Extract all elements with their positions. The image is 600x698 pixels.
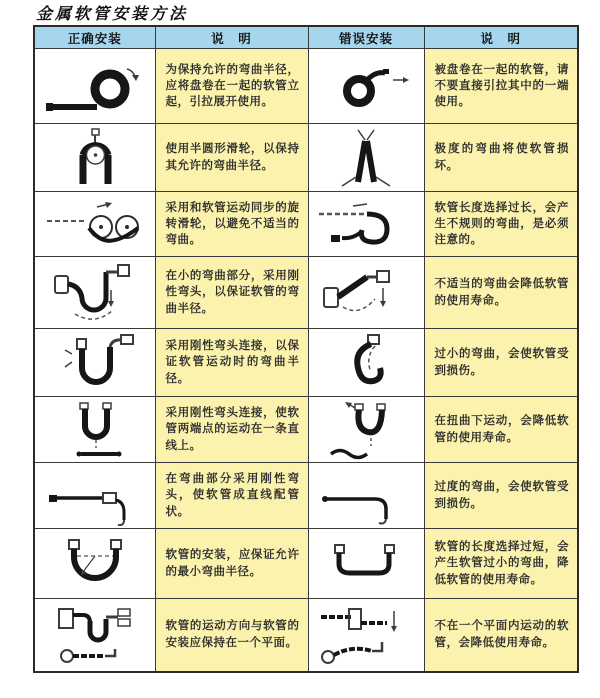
correct-note: 在小的弯曲部分，采用刚性弯头，以保证软管的弯曲半径。: [155, 257, 308, 329]
header-wrong-note: 说 明: [424, 26, 578, 49]
hose-over-pulley-icon: [39, 127, 151, 189]
wrong-illustration-cell: [308, 329, 424, 397]
correct-illustration-cell: [34, 599, 155, 672]
overbent-end-icon: [313, 466, 419, 526]
wrong-note: 在扭曲下运动，会降低软管的使用寿命。: [424, 397, 578, 463]
straight-run-elbow-icon: [39, 466, 151, 526]
wrong-note: 软管长度选择过长，会产生不规则的弯曲，是必须注意的。: [424, 192, 578, 257]
wrong-note: 极度的弯曲将使软管损坏。: [424, 124, 578, 192]
table-row: [34, 599, 578, 672]
wrong-illustration-cell: [308, 257, 424, 329]
correct-illustration-cell: [34, 257, 155, 329]
rotating-pulleys-icon: [39, 194, 151, 254]
wrong-note: 过度的弯曲，会使软管受到损伤。: [424, 463, 578, 529]
correct-note: 采用和软管运动同步的旋转滑轮，以避免不适当的弯曲。: [155, 192, 308, 257]
header-correct-install: 正确安装: [34, 26, 155, 49]
wrong-illustration-cell: [308, 599, 424, 672]
u-loop-rigid-elbows-icon: [39, 332, 151, 394]
correct-illustration-cell: [34, 463, 155, 529]
table-row: [34, 397, 578, 463]
improper-bend-icon: [313, 260, 419, 326]
table-row: [34, 124, 578, 192]
hook-small-bend-icon: [313, 332, 419, 394]
min-bend-radius-icon: [39, 532, 151, 596]
correct-illustration-cell: [34, 397, 155, 463]
out-of-plane-motion-icon: [313, 601, 419, 669]
coil-end-pulled-icon: [313, 54, 419, 118]
irregular-loop-icon: [313, 194, 419, 254]
correct-illustration-cell: [34, 529, 155, 599]
single-plane-motion-icon: [39, 601, 151, 669]
wrong-illustration-cell: [308, 529, 424, 599]
wrong-note: 不在一个平面内运动的软管，会降低使用寿命。: [424, 599, 578, 672]
correct-illustration-cell: [34, 124, 155, 192]
correct-note: 采用刚性弯头连接，以保证软管运动时的弯曲半径。: [155, 329, 308, 397]
table-row: [34, 49, 578, 124]
page-title: 金属软管安装方法: [36, 4, 189, 23]
table-row: [34, 329, 578, 397]
correct-illustration-cell: [34, 329, 155, 397]
coiled-hose-unrolled-icon: [39, 54, 151, 118]
correct-note: 软管的安装，应保证允许的最小弯曲半径。: [155, 529, 308, 599]
wrong-illustration-cell: [308, 124, 424, 192]
wrong-note: 过小的弯曲，会使软管受到损伤。: [424, 329, 578, 397]
wrong-illustration-cell: [308, 463, 424, 529]
wrong-illustration-cell: [308, 192, 424, 257]
too-short-flat-u-icon: [313, 532, 419, 596]
correct-note: 在弯曲部分采用刚性弯头，使软管成直线配管状。: [155, 463, 308, 529]
correct-note: 为保持允许的弯曲半径，应将盘卷在一起的软管立起，引拉展开使用。: [155, 49, 308, 124]
header-wrong-install: 错误安装: [308, 26, 424, 49]
table-row: [34, 463, 578, 529]
wrong-illustration-cell: [308, 397, 424, 463]
correct-note: 软管的运动方向与软管的安装应保持在一个平面。: [155, 599, 308, 672]
table-row: [34, 529, 578, 599]
table-row: [34, 257, 578, 329]
correct-illustration-cell: [34, 192, 155, 257]
table-row: [34, 192, 578, 257]
correct-note: 采用刚性弯头连接，使软管两端点的运动在一条直线上。: [155, 397, 308, 463]
wrong-note: 被盘卷在一起的软管，请不要直接引拉其中的一端使用。: [424, 49, 578, 124]
correct-illustration-cell: [34, 49, 155, 124]
wrong-note: 软管的长度选择过短，会产生软管过小的弯曲，降低软管的使用寿命。: [424, 529, 578, 599]
correct-note: 使用半圆形滑轮，以保持其允许的弯曲半径。: [155, 124, 308, 192]
rigid-elbow-small-bend-icon: [39, 260, 151, 326]
installation-table: [33, 25, 577, 673]
header-correct-note: 说 明: [155, 26, 308, 49]
wrong-illustration-cell: [308, 49, 424, 124]
wrong-note: 不适当的弯曲会降低软管的使用寿命。: [424, 257, 578, 329]
u-loop-twisted-icon: [313, 400, 419, 460]
header-row: [34, 26, 578, 49]
sharp-kink-icon: [313, 127, 419, 189]
u-loop-straight-motion-icon: [39, 400, 151, 460]
